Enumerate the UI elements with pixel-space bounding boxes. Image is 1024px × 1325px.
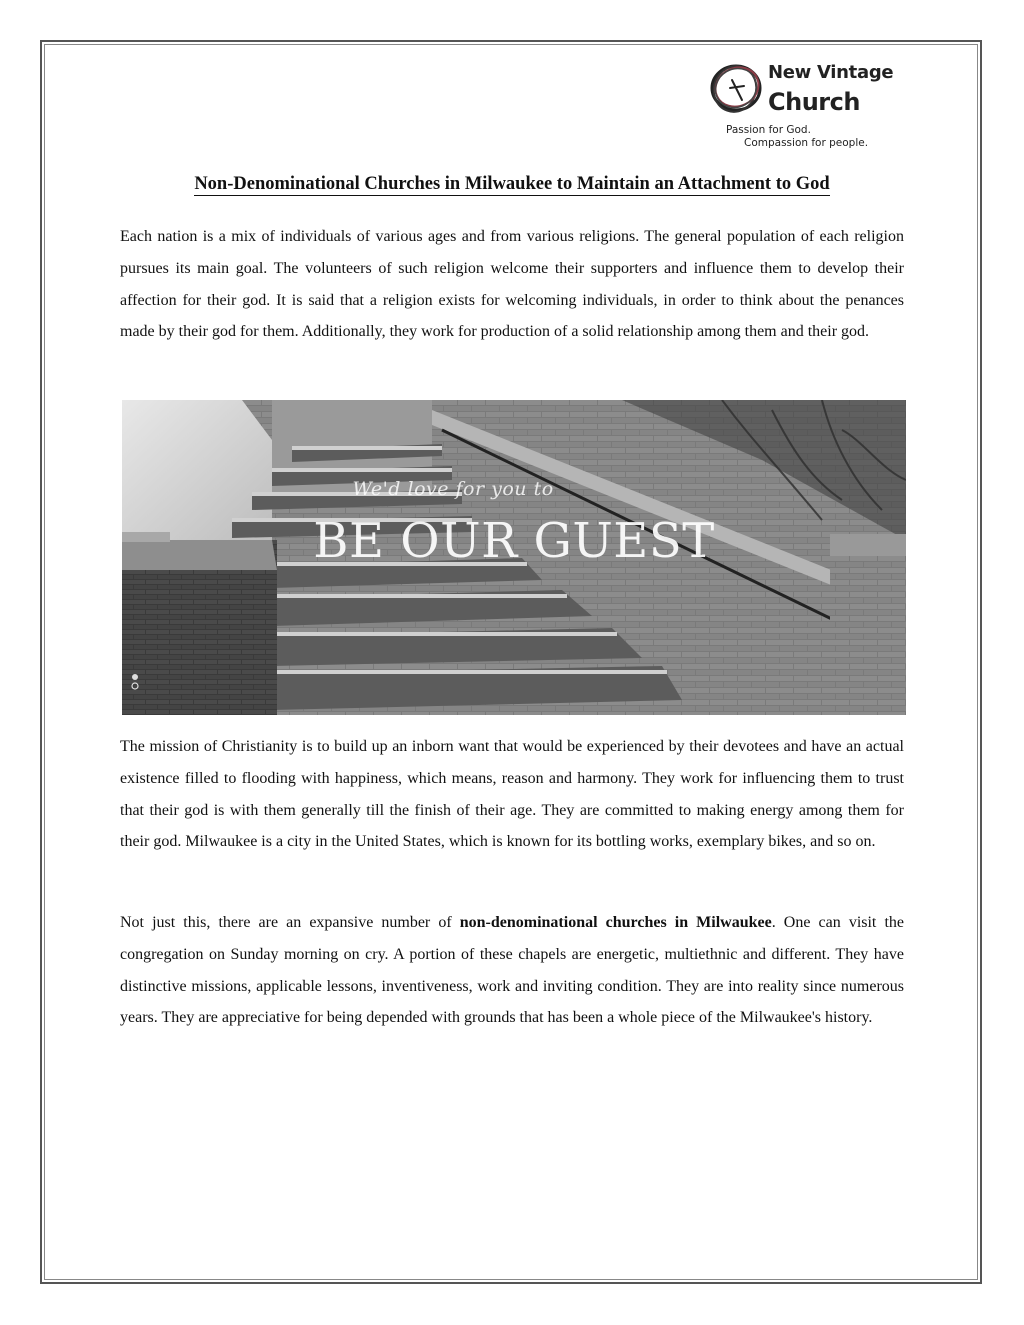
paragraph-churches-keyword: non-denominational churches in Milwaukee xyxy=(459,914,772,931)
paragraph-churches-before: Not just this, there are an expansive number of xyxy=(120,914,460,931)
logo-tagline-line2: Compassion for people. xyxy=(744,137,869,149)
logo-tagline-line1: Passion for God. xyxy=(726,124,811,136)
paragraph-churches xyxy=(120,907,904,1034)
church-logo xyxy=(706,58,906,150)
document-title-text: Non-Denominational Churches in Milwaukee to Maintain an Attachment to God xyxy=(194,174,830,194)
paragraph-churches-after: . One can visit the congregation on Sunday morning on cry. A portion of these chapels are energetic, multiethnic and different. They have distinctive missions, applicable lessons, inventiveness, work and inviting condition. They are into reality since numerous years. They are appreciative for being depended with grounds that has been a whole piece of the Milwaukee's history. xyxy=(120,914,904,1027)
paragraph-intro: Each nation is a mix of individuals of various ages and from various religions. The general population of each religion pursues its main goal. The volunteers of such religion welcome their supporters and influence them to develop their affection for their god. It is said that a religion exists for welcoming individuals, in order to think about the penances made by their god for them. Additionally, they work for production of a solid relationship among them and their god. xyxy=(120,228,904,341)
logo-name-line1: New Vintage xyxy=(768,62,894,83)
logo-circle-icon xyxy=(706,58,766,118)
document-title xyxy=(120,174,904,195)
hero-headline: BE OUR GUEST xyxy=(313,513,715,569)
paragraph-mission: The mission of Christianity is to build up an inborn want that would be experienced by their devotees and have an actual existence filled to flooding with happiness, which means, reason and harmony. They work for influencing them to trust that their god is with them generally till the finish of their age. They are committed to making energy among them for their god. Milwaukee is a city in the United States, which is known for its bottling works, exemplary bikes, and so on. xyxy=(120,738,904,851)
carousel-dots-icon xyxy=(130,673,140,695)
hero-script-text: We'd love for you to xyxy=(352,478,554,500)
logo-name-line2: Church xyxy=(768,88,860,116)
